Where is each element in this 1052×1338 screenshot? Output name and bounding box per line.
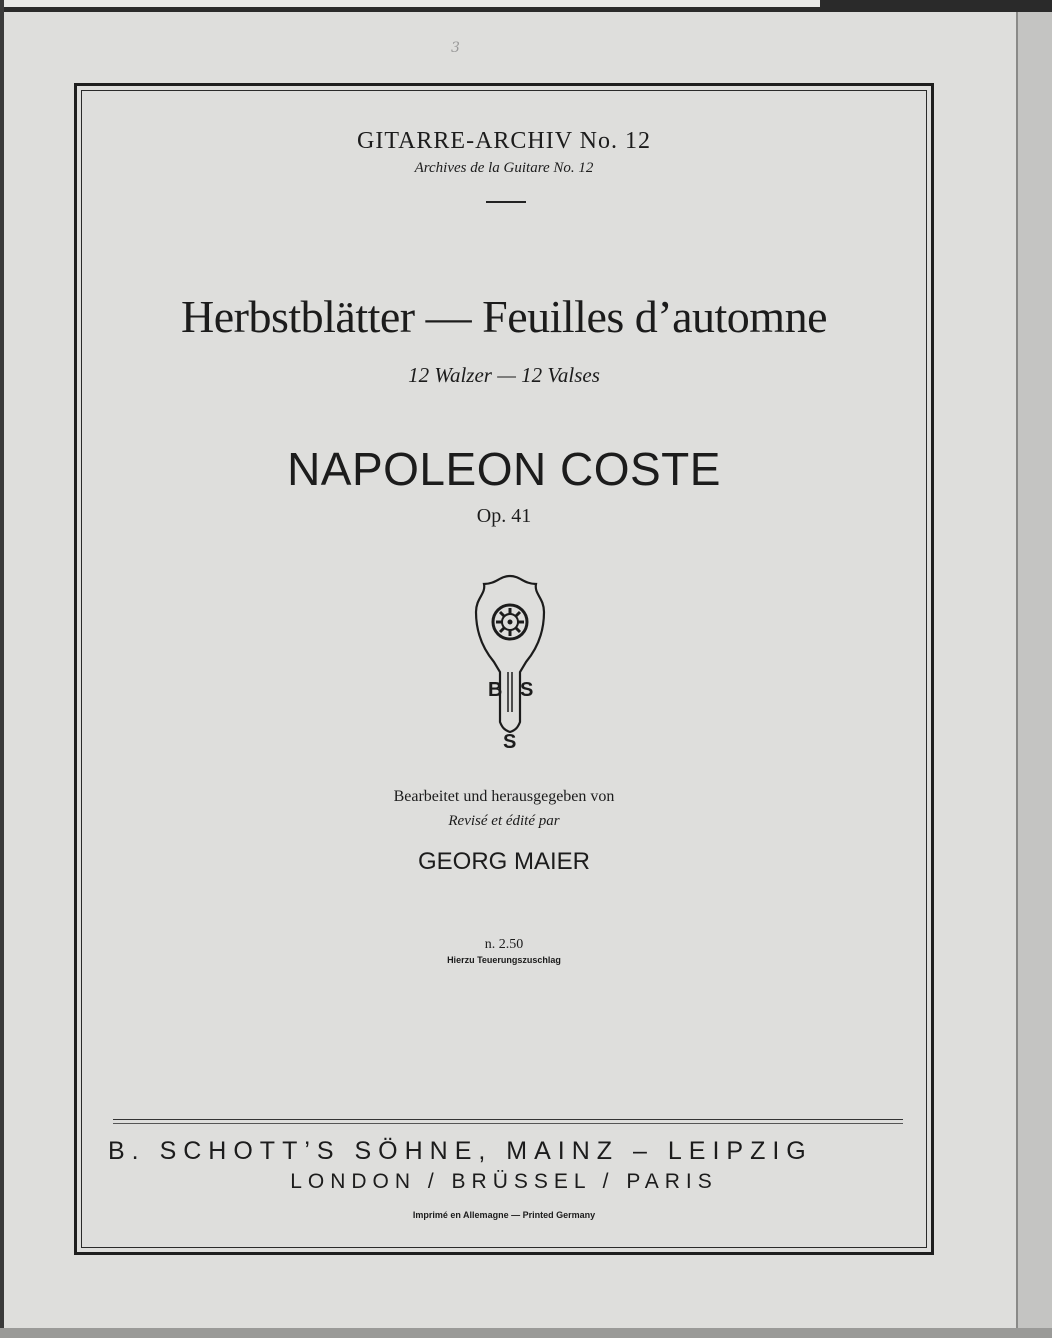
logo-letter-s-right: S	[520, 679, 534, 701]
page-left-edge	[0, 0, 4, 1338]
series-title-french: Archives de la Guitare No. 12	[414, 160, 594, 176]
logo-letter-b: B	[488, 679, 503, 701]
page-right-edge	[1016, 12, 1052, 1338]
opus-number: Op. 41	[476, 505, 532, 527]
editor-credit-french: Revisé et édité par	[448, 813, 560, 829]
series-title: GITARRE-ARCHIV No. 12	[357, 128, 651, 154]
publisher-cities: LONDON / BRÜSSEL / PARIS	[290, 1170, 718, 1193]
page-top-edge-highlight	[0, 0, 820, 7]
publisher-emblem-icon	[470, 572, 550, 752]
pencil-page-mark: 3	[451, 40, 460, 56]
editor-credit-german: Bearbeitet und herausgegeben von	[393, 788, 615, 805]
logo-letter-s-bottom: S	[503, 731, 517, 752]
editor-name: GEORG MAIER	[417, 848, 591, 875]
composer-name: NAPOLEON COSTE	[287, 443, 721, 495]
publisher-rule-top	[113, 1119, 903, 1120]
price-surcharge-note: Hierzu Teuerungszuschlag	[447, 955, 561, 965]
work-subtitle: 12 Walzer — 12 Valses	[408, 363, 600, 387]
series-divider	[486, 201, 526, 203]
publisher-name: B. SCHOTT’S SÖHNE, MAINZ – LEIPZIG	[108, 1137, 813, 1165]
page-bottom-edge	[0, 1328, 1052, 1338]
work-title: Herbstblätter — Feuilles d’automne	[180, 291, 827, 342]
printing-imprint: Imprimé en Allemagne — Printed Germany	[412, 1210, 596, 1220]
publisher-rule-bottom	[113, 1123, 903, 1124]
price: n. 2.50	[484, 937, 524, 952]
